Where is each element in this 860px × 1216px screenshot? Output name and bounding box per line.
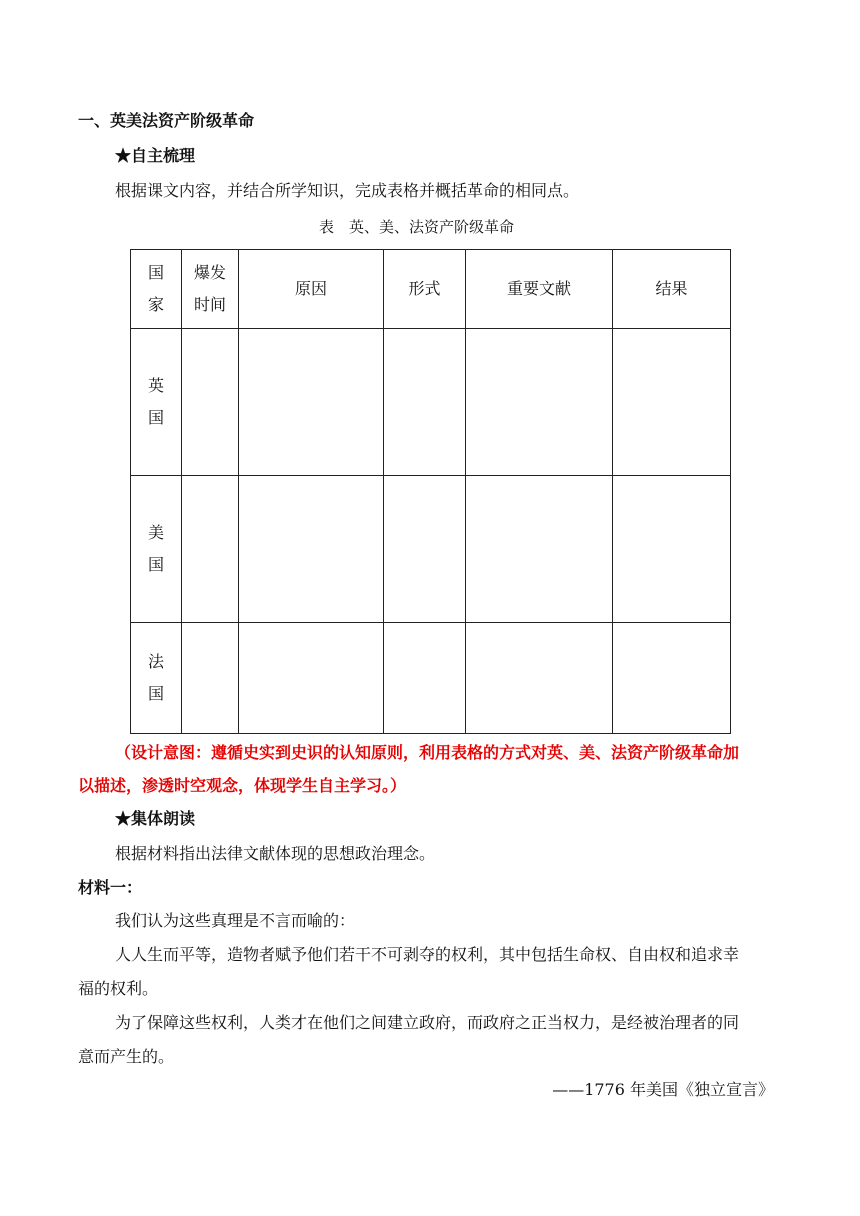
header-cell-cause: 原因 <box>239 250 384 329</box>
material-one-p3-line1: 为了保障这些权利，人类才在他们之间建立政府，而政府之正当权力，是经被治理者的同 <box>115 1013 740 1032</box>
table-cell[interactable] <box>182 329 239 476</box>
row-label-france: 法国 <box>131 623 182 734</box>
table-caption: 表 英、美、法资产阶级革命 <box>319 218 515 236</box>
design-intent-line1: （设计意图：遵循史实到史识的认知原则，利用表格的方式对英、美、法资产阶级革命加 <box>115 743 740 762</box>
table-cell[interactable] <box>613 623 731 734</box>
material-one-p3-line2: 意而产生的。 <box>78 1047 175 1066</box>
table-cell[interactable] <box>384 476 466 623</box>
table-row <box>131 329 731 476</box>
table-cell[interactable] <box>384 329 466 476</box>
header-cell-document: 重要文献 <box>466 250 613 329</box>
table-cell[interactable] <box>466 329 613 476</box>
self-study-heading: ★自主梳理 <box>115 146 196 165</box>
material-one-p1: 我们认为这些真理是不言而喻的： <box>115 911 356 930</box>
material-one-p2-line1: 人人生而平等，造物者赋予他们若干不可剥夺的权利，其中包括生命权、自由权和追求幸 <box>115 945 740 964</box>
table-cell[interactable] <box>182 623 239 734</box>
table-cell[interactable] <box>384 623 466 734</box>
table-row <box>131 476 731 623</box>
table-cell[interactable] <box>466 476 613 623</box>
self-study-instruction: 根据课文内容，并结合所学知识，完成表格并概括革命的相同点。 <box>115 181 580 200</box>
header-cell-country: 国家 <box>131 250 182 329</box>
header-cell-form: 形式 <box>384 250 466 329</box>
material-one-p2-line2: 福的权利。 <box>78 979 159 998</box>
group-reading-heading: ★集体朗读 <box>115 809 196 828</box>
revolution-table <box>130 249 731 734</box>
section-title: 一、英美法资产阶级革命 <box>78 111 255 130</box>
table-cell[interactable] <box>239 623 384 734</box>
table-row <box>131 623 731 734</box>
table-cell[interactable] <box>613 329 731 476</box>
header-cell-result: 结果 <box>613 250 731 329</box>
header-cell-time: 爆发时间 <box>182 250 239 329</box>
table-cell[interactable] <box>466 623 613 734</box>
row-label-england: 英国 <box>131 329 182 476</box>
table-header-row <box>131 250 731 329</box>
group-reading-instruction: 根据材料指出法律文献体现的思想政治理念。 <box>115 844 436 863</box>
table-cell[interactable] <box>613 476 731 623</box>
material-one-source: ——1776 年美国《独立宣言》 <box>552 1080 774 1099</box>
table-cell[interactable] <box>239 476 384 623</box>
table-cell[interactable] <box>182 476 239 623</box>
row-label-usa: 美国 <box>131 476 182 623</box>
design-intent-line2: 以描述，渗透时空观念，体现学生自主学习。） <box>78 776 407 795</box>
material-one-label: 材料一： <box>78 878 143 897</box>
table-cell[interactable] <box>239 329 384 476</box>
